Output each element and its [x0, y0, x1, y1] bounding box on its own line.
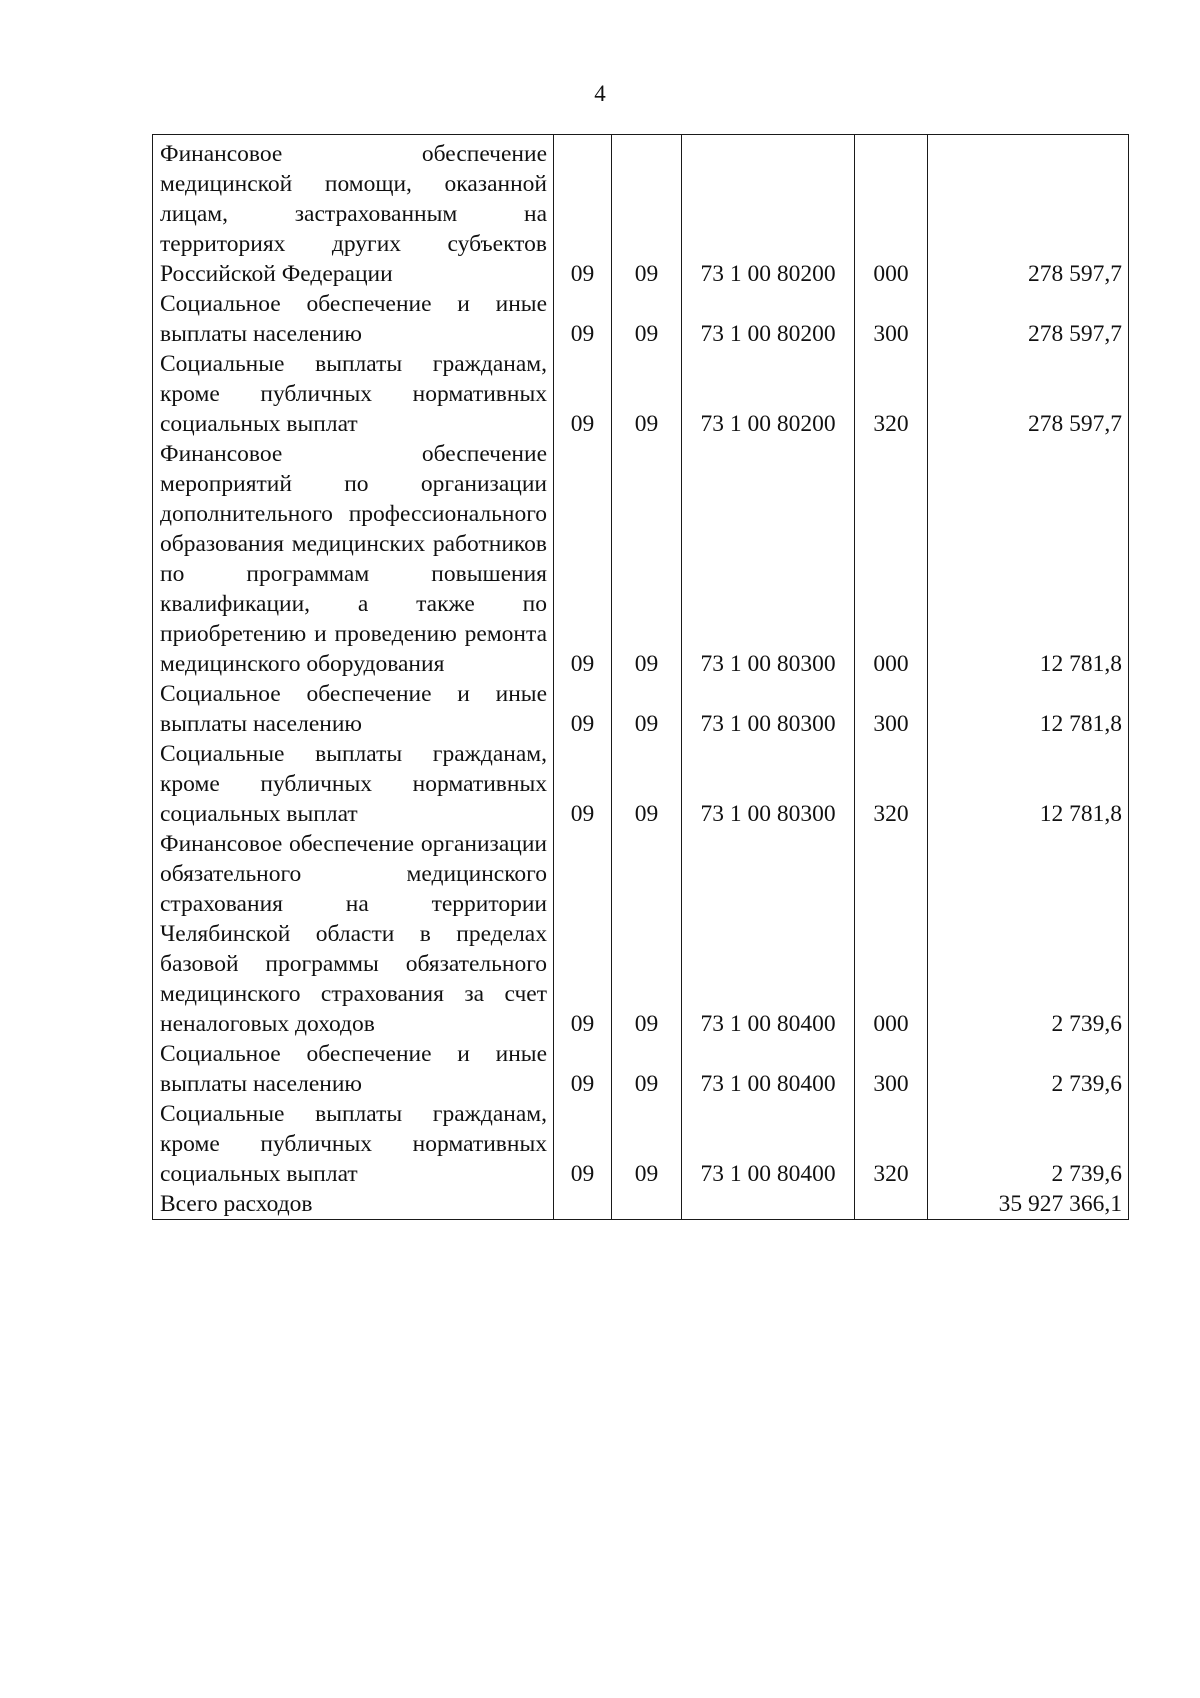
total-empty-cell [612, 1189, 682, 1220]
row-name-cell: Социальное обеспечение и иные выплаты населению [153, 1039, 554, 1099]
row-section-cell: 09 [554, 829, 612, 1039]
row-target-article-cell: 73 1 00 80300 [682, 439, 855, 679]
row-amount-cell: 2 739,6 [928, 829, 1129, 1039]
row-subsection-cell: 09 [612, 139, 682, 289]
row-target-article-cell: 73 1 00 80200 [682, 349, 855, 439]
row-subsection-cell: 09 [612, 349, 682, 439]
row-name-cell: Социальное обеспечение и иные выплаты населению [153, 679, 554, 739]
row-subsection-cell: 09 [612, 679, 682, 739]
row-amount-cell: 278 597,7 [928, 349, 1129, 439]
row-name-cell: Финансовое обеспечение мероприятий по организации дополнительного профессионального образования медицинских работников по программам повышения квалификации, а также по приобретению и проведению ремонта медицинского оборудования [153, 439, 554, 679]
row-amount-cell: 12 781,8 [928, 439, 1129, 679]
row-subsection-cell: 09 [612, 739, 682, 829]
row-subsection-cell: 09 [612, 1099, 682, 1189]
row-expense-type-cell: 000 [855, 139, 928, 289]
row-expense-type-cell: 300 [855, 679, 928, 739]
row-target-article-cell: 73 1 00 80200 [682, 139, 855, 289]
row-name-cell: Социальное обеспечение и иные выплаты населению [153, 289, 554, 349]
row-section-cell: 09 [554, 139, 612, 289]
row-section-cell: 09 [554, 739, 612, 829]
row-target-article-cell: 73 1 00 80400 [682, 829, 855, 1039]
row-section-cell: 09 [554, 1099, 612, 1189]
table-body [153, 135, 1129, 1220]
row-subsection-cell: 09 [612, 829, 682, 1039]
table-row [153, 439, 1129, 679]
table-row [153, 1039, 1129, 1099]
row-name-cell: Социальные выплаты гражданам, кроме публичных нормативных социальных выплат [153, 1099, 554, 1189]
row-expense-type-cell: 000 [855, 829, 928, 1039]
row-target-article-cell: 73 1 00 80300 [682, 739, 855, 829]
row-expense-type-cell: 320 [855, 349, 928, 439]
row-target-article-cell: 73 1 00 80400 [682, 1099, 855, 1189]
row-amount-cell: 278 597,7 [928, 139, 1129, 289]
row-subsection-cell: 09 [612, 1039, 682, 1099]
row-section-cell: 09 [554, 349, 612, 439]
row-expense-type-cell: 320 [855, 1099, 928, 1189]
row-section-cell: 09 [554, 1039, 612, 1099]
total-empty-cell [682, 1189, 855, 1220]
row-name-cell: Социальные выплаты гражданам, кроме публичных нормативных социальных выплат [153, 739, 554, 829]
row-expense-type-cell: 320 [855, 739, 928, 829]
row-section-cell: 09 [554, 289, 612, 349]
table-row [153, 739, 1129, 829]
row-subsection-cell: 09 [612, 289, 682, 349]
table-row [153, 349, 1129, 439]
row-section-cell: 09 [554, 439, 612, 679]
table-row [153, 1099, 1129, 1189]
row-target-article-cell: 73 1 00 80200 [682, 289, 855, 349]
total-empty-cell [554, 1189, 612, 1220]
row-name-cell: Финансовое обеспечение медицинской помощи, оказанной лицам, застрахованным на территориях других субъектов Российской Федерации [153, 139, 554, 289]
total-empty-cell [855, 1189, 928, 1220]
row-name-cell: Социальные выплаты гражданам, кроме публичных нормативных социальных выплат [153, 349, 554, 439]
row-name-cell: Финансовое обеспечение организации обязательного медицинского страхования на территории Челябинской области в пределах базовой программы обязательного медицинского страхования за счет неналоговых доходов [153, 829, 554, 1039]
row-target-article-cell: 73 1 00 80400 [682, 1039, 855, 1099]
table-row [153, 829, 1129, 1039]
row-expense-type-cell: 300 [855, 289, 928, 349]
row-amount-cell: 12 781,8 [928, 739, 1129, 829]
row-amount-cell: 278 597,7 [928, 289, 1129, 349]
total-row [153, 1189, 1129, 1220]
row-subsection-cell: 09 [612, 439, 682, 679]
row-expense-type-cell: 300 [855, 1039, 928, 1099]
total-amount: 35 927 366,1 [928, 1189, 1129, 1220]
page-number: 4 [594, 81, 606, 106]
table-row [153, 139, 1129, 289]
row-amount-cell: 12 781,8 [928, 679, 1129, 739]
total-label: Всего расходов [153, 1189, 554, 1220]
row-amount-cell: 2 739,6 [928, 1039, 1129, 1099]
row-section-cell: 09 [554, 679, 612, 739]
table-row [153, 289, 1129, 349]
row-target-article-cell: 73 1 00 80300 [682, 679, 855, 739]
row-expense-type-cell: 000 [855, 439, 928, 679]
row-amount-cell: 2 739,6 [928, 1099, 1129, 1189]
table-row [153, 679, 1129, 739]
budget-expenditure-table [152, 134, 1129, 1220]
